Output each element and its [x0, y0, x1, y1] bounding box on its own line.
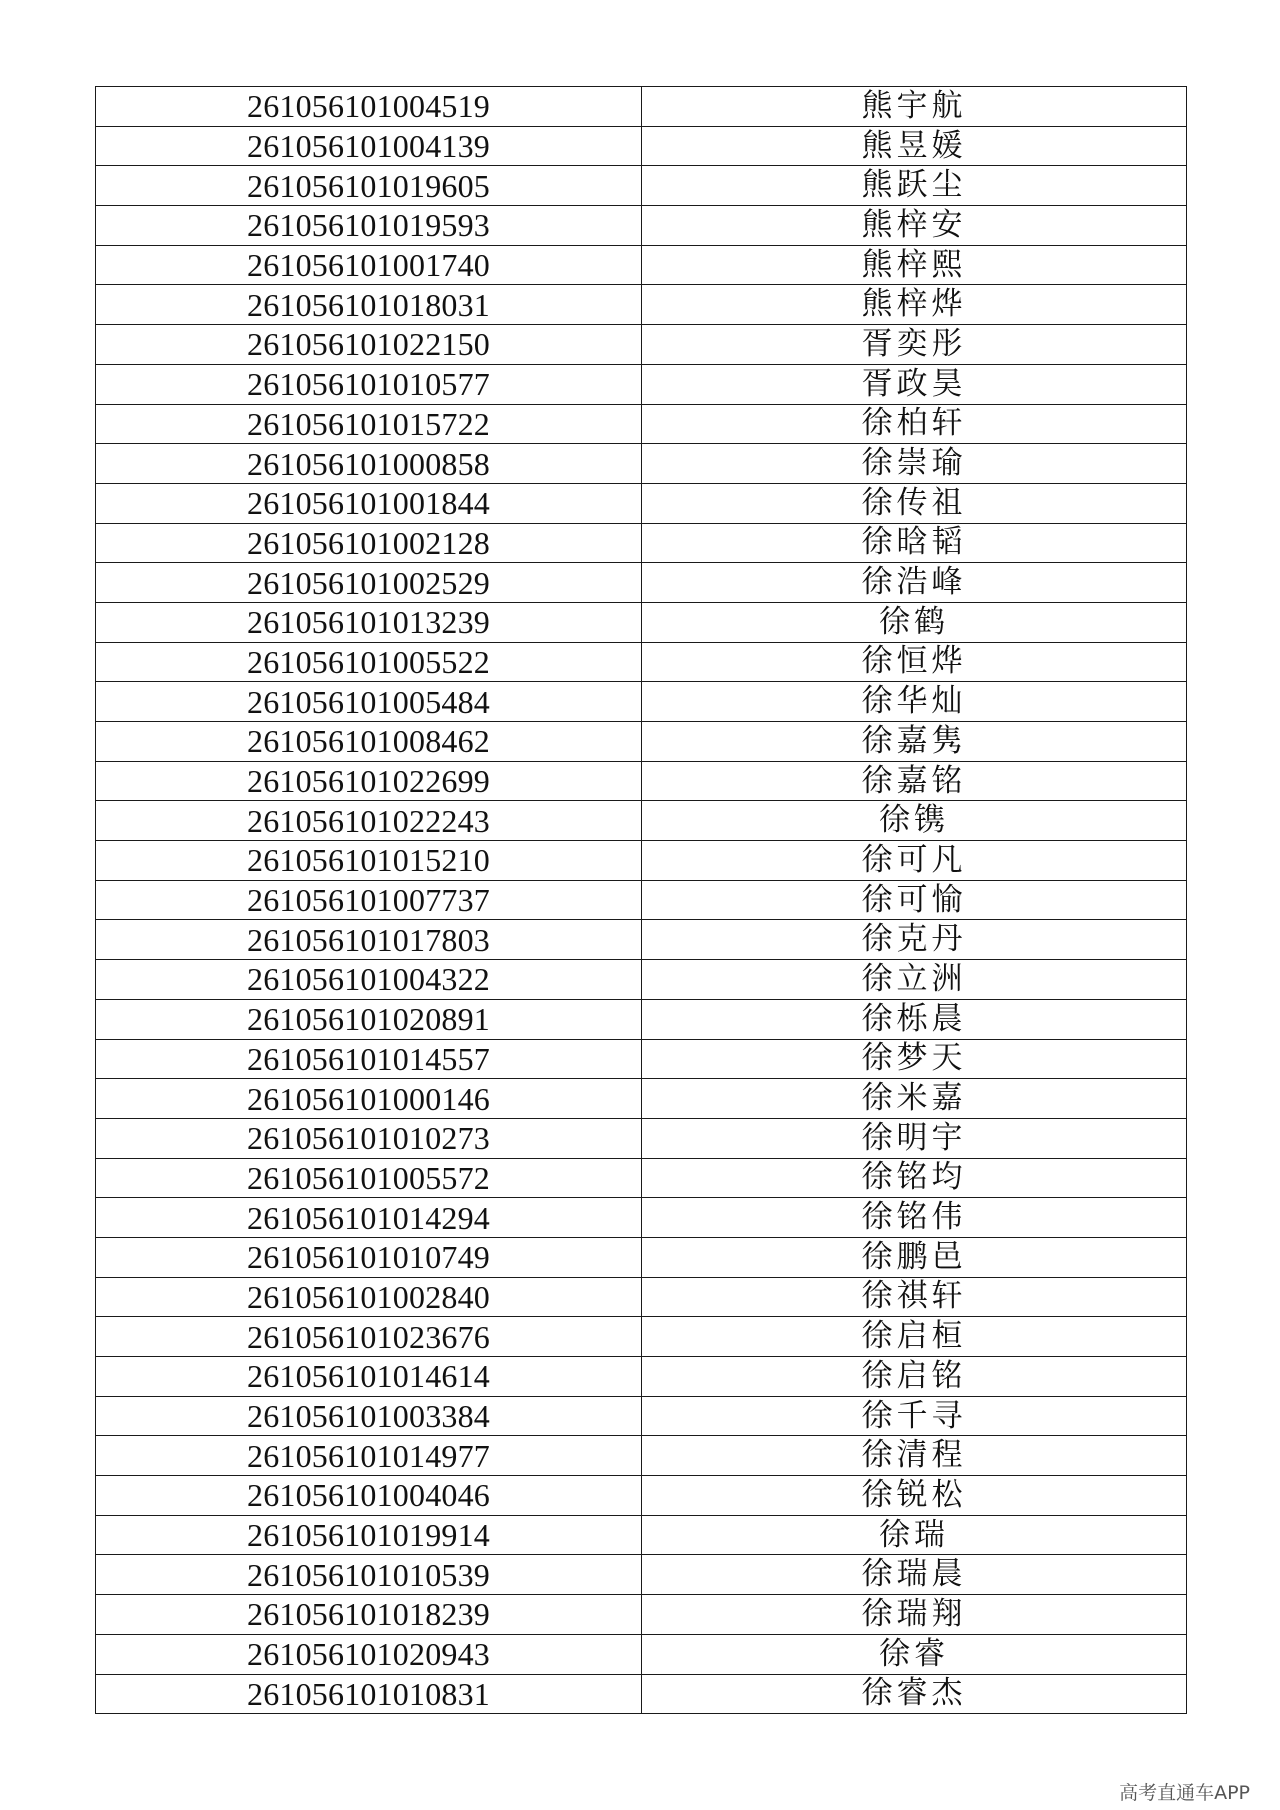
candidate-name-cell: 徐嘉隽: [642, 722, 1187, 762]
candidate-table-body: [96, 87, 1187, 1714]
candidate-id-cell: 261056101015210: [96, 841, 642, 881]
candidate-id-cell: 261056101010831: [96, 1674, 642, 1714]
candidate-name-cell: 徐嘉铭: [642, 761, 1187, 801]
candidate-id-cell: 261056101004519: [96, 87, 642, 127]
candidate-table: [95, 86, 1187, 1714]
candidate-id-cell: 261056101014294: [96, 1198, 642, 1238]
candidate-name-cell: 熊梓烨: [642, 285, 1187, 325]
table-row: [96, 1634, 1187, 1674]
table-row: [96, 404, 1187, 444]
candidate-name-cell: 徐传祖: [642, 483, 1187, 523]
candidate-id-cell: 261056101015722: [96, 404, 642, 444]
candidate-id-cell: 261056101019605: [96, 166, 642, 206]
candidate-id-cell: 261056101005572: [96, 1158, 642, 1198]
table-row: [96, 761, 1187, 801]
table-row: [96, 483, 1187, 523]
candidate-id-cell: 261056101001844: [96, 483, 642, 523]
candidate-id-cell: 261056101005522: [96, 642, 642, 682]
candidate-name-cell: 徐柏轩: [642, 404, 1187, 444]
candidate-id-cell: 261056101004139: [96, 126, 642, 166]
table-row: [96, 1079, 1187, 1119]
table-row: [96, 1674, 1187, 1714]
candidate-name-cell: 徐华灿: [642, 682, 1187, 722]
candidate-name-cell: 徐梦天: [642, 1039, 1187, 1079]
candidate-id-cell: 261056101014614: [96, 1357, 642, 1397]
candidate-id-cell: 261056101022150: [96, 325, 642, 365]
table-row: [96, 1118, 1187, 1158]
candidate-id-cell: 261056101023676: [96, 1317, 642, 1357]
candidate-name-cell: 胥奕彤: [642, 325, 1187, 365]
table-row: [96, 166, 1187, 206]
table-row: [96, 602, 1187, 642]
table-row: [96, 642, 1187, 682]
candidate-id-cell: 261056101001740: [96, 245, 642, 285]
candidate-name-cell: 熊梓熙: [642, 245, 1187, 285]
candidate-id-cell: 261056101004322: [96, 960, 642, 1000]
candidate-name-cell: 徐崇瑜: [642, 444, 1187, 484]
candidate-name-cell: 徐铭均: [642, 1158, 1187, 1198]
candidate-name-cell: 徐镌: [642, 801, 1187, 841]
table-row: [96, 1476, 1187, 1516]
table-row: [96, 682, 1187, 722]
candidate-id-cell: 261056101010539: [96, 1555, 642, 1595]
candidate-id-cell: 261056101020891: [96, 999, 642, 1039]
candidate-name-cell: 徐启桓: [642, 1317, 1187, 1357]
candidate-name-cell: 熊昱媛: [642, 126, 1187, 166]
table-row: [96, 999, 1187, 1039]
candidate-name-cell: 熊宇航: [642, 87, 1187, 127]
table-row: [96, 1277, 1187, 1317]
candidate-id-cell: 261056101017803: [96, 920, 642, 960]
table-row: [96, 1555, 1187, 1595]
table-row: [96, 325, 1187, 365]
table-row: [96, 880, 1187, 920]
candidate-name-cell: 徐米嘉: [642, 1079, 1187, 1119]
candidate-name-cell: 徐锐松: [642, 1476, 1187, 1516]
candidate-name-cell: 徐千寻: [642, 1396, 1187, 1436]
candidate-id-cell: 261056101022243: [96, 801, 642, 841]
candidate-name-cell: 徐浩峰: [642, 563, 1187, 603]
candidate-name-cell: 徐明宇: [642, 1118, 1187, 1158]
table-row: [96, 1158, 1187, 1198]
candidate-id-cell: 261056101010273: [96, 1118, 642, 1158]
candidate-id-cell: 261056101013239: [96, 602, 642, 642]
table-row: [96, 841, 1187, 881]
candidate-name-cell: 徐鹏邑: [642, 1237, 1187, 1277]
table-row: [96, 523, 1187, 563]
candidate-id-cell: 261056101014977: [96, 1436, 642, 1476]
table-row: [96, 87, 1187, 127]
candidate-name-cell: 徐祺轩: [642, 1277, 1187, 1317]
candidate-name-cell: 徐睿杰: [642, 1674, 1187, 1714]
candidate-name-cell: 徐立洲: [642, 960, 1187, 1000]
table-row: [96, 206, 1187, 246]
candidate-id-cell: 261056101019593: [96, 206, 642, 246]
table-row: [96, 364, 1187, 404]
candidate-id-cell: 261056101007737: [96, 880, 642, 920]
candidate-name-cell: 徐瑞晨: [642, 1555, 1187, 1595]
candidate-id-cell: 261056101002840: [96, 1277, 642, 1317]
candidate-name-cell: 徐可凡: [642, 841, 1187, 881]
candidate-id-cell: 261056101010749: [96, 1237, 642, 1277]
candidate-name-cell: 徐晗韬: [642, 523, 1187, 563]
table-row: [96, 1357, 1187, 1397]
candidate-id-cell: 261056101000146: [96, 1079, 642, 1119]
candidate-id-cell: 261056101002529: [96, 563, 642, 603]
candidate-name-cell: 徐栎晨: [642, 999, 1187, 1039]
candidate-name-cell: 徐瑞翔: [642, 1595, 1187, 1635]
candidate-name-cell: 徐启铭: [642, 1357, 1187, 1397]
table-row: [96, 1396, 1187, 1436]
candidate-id-cell: 261056101014557: [96, 1039, 642, 1079]
candidate-id-cell: 261056101022699: [96, 761, 642, 801]
table-row: [96, 285, 1187, 325]
watermark-text: 高考直通车APP: [1119, 1782, 1250, 1804]
candidate-name-cell: 徐铭伟: [642, 1198, 1187, 1238]
candidate-id-cell: 261056101000858: [96, 444, 642, 484]
table-row: [96, 1237, 1187, 1277]
candidate-id-cell: 261056101008462: [96, 722, 642, 762]
table-row: [96, 1317, 1187, 1357]
candidate-name-cell: 熊跃尘: [642, 166, 1187, 206]
candidate-id-cell: 261056101018031: [96, 285, 642, 325]
table-row: [96, 1436, 1187, 1476]
table-row: [96, 1198, 1187, 1238]
candidate-name-cell: 徐瑞: [642, 1515, 1187, 1555]
candidate-name-cell: 徐睿: [642, 1634, 1187, 1674]
candidate-name-cell: 徐恒烨: [642, 642, 1187, 682]
candidate-id-cell: 261056101004046: [96, 1476, 642, 1516]
candidate-name-cell: 熊梓安: [642, 206, 1187, 246]
table-row: [96, 245, 1187, 285]
candidate-name-cell: 徐可愉: [642, 880, 1187, 920]
table-row: [96, 1595, 1187, 1635]
table-row: [96, 722, 1187, 762]
table-row: [96, 444, 1187, 484]
candidate-id-cell: 261056101019914: [96, 1515, 642, 1555]
table-row: [96, 126, 1187, 166]
candidate-id-cell: 261056101002128: [96, 523, 642, 563]
candidate-id-cell: 261056101010577: [96, 364, 642, 404]
table-row: [96, 563, 1187, 603]
candidate-id-cell: 261056101003384: [96, 1396, 642, 1436]
candidate-id-cell: 261056101005484: [96, 682, 642, 722]
candidate-name-cell: 徐清程: [642, 1436, 1187, 1476]
table-row: [96, 801, 1187, 841]
table-row: [96, 920, 1187, 960]
candidate-id-cell: 261056101020943: [96, 1634, 642, 1674]
candidate-name-cell: 徐克丹: [642, 920, 1187, 960]
table-row: [96, 1515, 1187, 1555]
table-row: [96, 960, 1187, 1000]
candidate-id-cell: 261056101018239: [96, 1595, 642, 1635]
candidate-name-cell: 胥政昊: [642, 364, 1187, 404]
candidate-name-cell: 徐鹤: [642, 602, 1187, 642]
table-row: [96, 1039, 1187, 1079]
